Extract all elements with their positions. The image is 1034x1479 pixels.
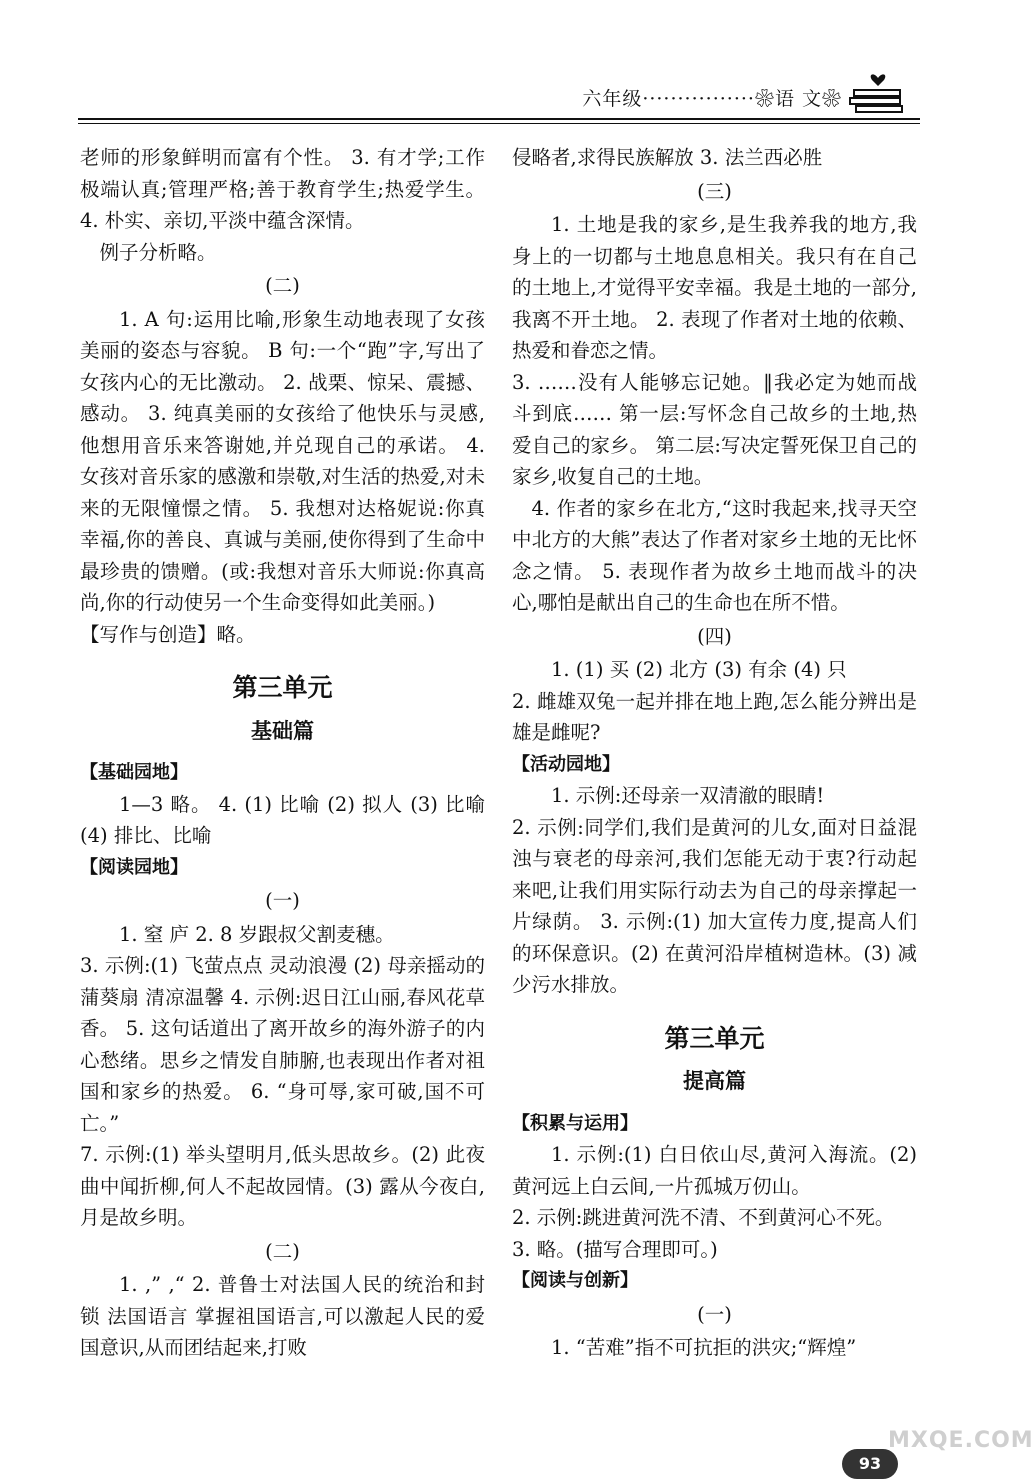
answer-paragraph: 1. 窒 庐 2. 8 岁跟叔父割麦穗。 xyxy=(119,922,395,946)
page-header xyxy=(78,72,920,128)
unit-title: 第三单元 xyxy=(232,673,333,702)
answer-paragraph: 侵略者,求得民族解放 3. 法兰西必胜 xyxy=(512,146,823,169)
answer-paragraph: 3. 略。(描写合理即可。) xyxy=(512,1237,718,1261)
answer-paragraph: 2. 示例:同学们,我们是黄河的儿女,面对日益混浊与衰老的母亲河,我们怎能无动于衷?行动起来吧,让我们用实际行动去为自己的母亲撑起一片绿荫。 3. 示例:(1) 加大宣传力度,提高人们的环保意识。(2) 在黄河沿岸植树造林。(3) 减少污水排放。 xyxy=(512,815,917,996)
section-heading: 【阅读园地】 xyxy=(80,856,188,878)
answer-paragraph: 1. ,” ,“ 2. 普鲁士对法国人民的统治和封锁 法国语言 掌握祖国语言,可以激起人民的爱国意识,从而团结起来,打败 xyxy=(80,1273,485,1359)
right-column xyxy=(512,142,917,1364)
section-heading: 【基础园地】 xyxy=(80,762,188,783)
answer-paragraph: 1. A 句:运用比喻,形象生动地表现了女孩美丽的姿态与容貌。 B 句:一个“跑”字,写出了女孩内心的无比激动。 2. 战栗、惊呆、震撼、感动。 3. 纯真美丽的女孩给了他快乐与灵感,他想用音乐来答谢她,并兑现自己的承诺。 4. 女孩对音乐家的感激和崇敬,对生活的热爱,对未来的无限憧憬之情。 5. 我想对达格妮说:你真幸福,你的善良、真诚与美丽,使你得到了生命中最珍贵的馈赠。(或:我想对音乐大师说:你真高尚,你的行动使另一个生命变得如此美丽。) xyxy=(80,307,485,614)
header-rule-thin xyxy=(78,123,920,124)
answer-paragraph: 3. ……没有人能够忘记她。‖我必定为她而战斗到底…… 第一层:写怀念自己故乡的土地,热爱自己的家乡。 第二层:写决定誓死保卫自己的家乡,收复自己的土地。 xyxy=(512,370,917,488)
unit-subtitle: 基础篇 xyxy=(251,718,314,743)
answer-paragraph: 3. 示例:(1) 飞萤点点 灵动浪漫 (2) 母亲摇动的蒲葵扇 清凉温馨 4. 示例:迟日江山丽,春风花草香。 5. 这句话道出了离开故乡的海外游子的内心愁绪。思乡之情发自肺腑,也表现出作者对祖国和家乡的热爱。 6. “身可辱,家可破,国不可亡。” xyxy=(80,954,485,1135)
section-heading: 【活动园地】 xyxy=(512,753,620,775)
answer-paragraph: 2. 示例:跳进黄河洗不清、不到黄河心不死。 xyxy=(512,1206,895,1229)
page-number: 93 xyxy=(842,1449,898,1479)
part-heading: (二) xyxy=(265,1239,300,1263)
header-rule-thick xyxy=(78,118,920,120)
watermark: MXQE.COM xyxy=(888,1428,1034,1453)
answer-paragraph: 2. 雌雄双兔一起并排在地上跑,怎么能分辨出是雄是雌呢? xyxy=(512,689,917,744)
part-heading: (二) xyxy=(265,274,300,297)
unit-title: 第三单元 xyxy=(664,1023,765,1053)
answer-paragraph: 1. (1) 买 (2) 北方 (3) 有余 (4) 只 xyxy=(551,658,847,681)
left-column xyxy=(80,142,485,1364)
header-title: 六年级················❀语 文❀ xyxy=(582,88,842,110)
part-heading: (四) xyxy=(697,624,732,648)
book-stack-icon xyxy=(848,72,908,118)
section-heading: 【阅读与创新】 xyxy=(512,1270,638,1291)
answer-paragraph: 1—3 略。 4. (1) 比喻 (2) 拟人 (3) 比喻 (4) 排比、比喻 xyxy=(80,792,485,847)
answer-paragraph: 老师的形象鲜明而富有个性。 3. 有才学;工作极端认真;管理严格;善于教育学生;热爱学生。 4. 朴实、亲切,平淡中蕴含深情。 xyxy=(80,146,485,232)
answer-paragraph: 4. 作者的家乡在北方,“这时我起来,找寻天空中北方的大熊”表达了作者对家乡土地的无比怀念之情。 5. 表现作者为故乡土地而战斗的决心,哪怕是献出自己的生命也在所不惜。 xyxy=(512,496,917,614)
answer-paragraph: 1. 示例:还母亲一双清澈的眼睛! xyxy=(551,784,825,807)
part-heading: (一) xyxy=(265,889,300,912)
answer-paragraph: 7. 示例:(1) 举头望明月,低头思故乡。(2) 此夜曲中闻折柳,何人不起故园情。(3) 露从今夜白,月是故乡明。 xyxy=(80,1143,485,1229)
answer-paragraph: 1. 示例:(1) 白日依山尽,黄河入海流。(2) 黄河远上白云间,一片孤城万仞山。 xyxy=(512,1143,917,1198)
section-heading: 【积累与运用】 xyxy=(512,1112,638,1134)
unit-subtitle: 提高篇 xyxy=(683,1069,746,1093)
answer-paragraph: 例子分析略。 xyxy=(99,240,217,264)
section-writing: 【写作与创造】略。 xyxy=(80,622,256,646)
answer-paragraph: 1. 土地是我的家乡,是生我养我的地方,我身上的一切都与土地息息相关。我只有在自己的土地上,才觉得平安幸福。我是土地的一部分,我离不开土地。 2. 表现了作者对土地的依赖、热爱和眷恋之情。 xyxy=(512,213,917,362)
part-heading: (一) xyxy=(697,1302,732,1326)
answer-paragraph: 1. “苦难”指不可抗拒的洪灾;“辉煌” xyxy=(551,1336,857,1359)
part-heading: (三) xyxy=(697,179,732,203)
